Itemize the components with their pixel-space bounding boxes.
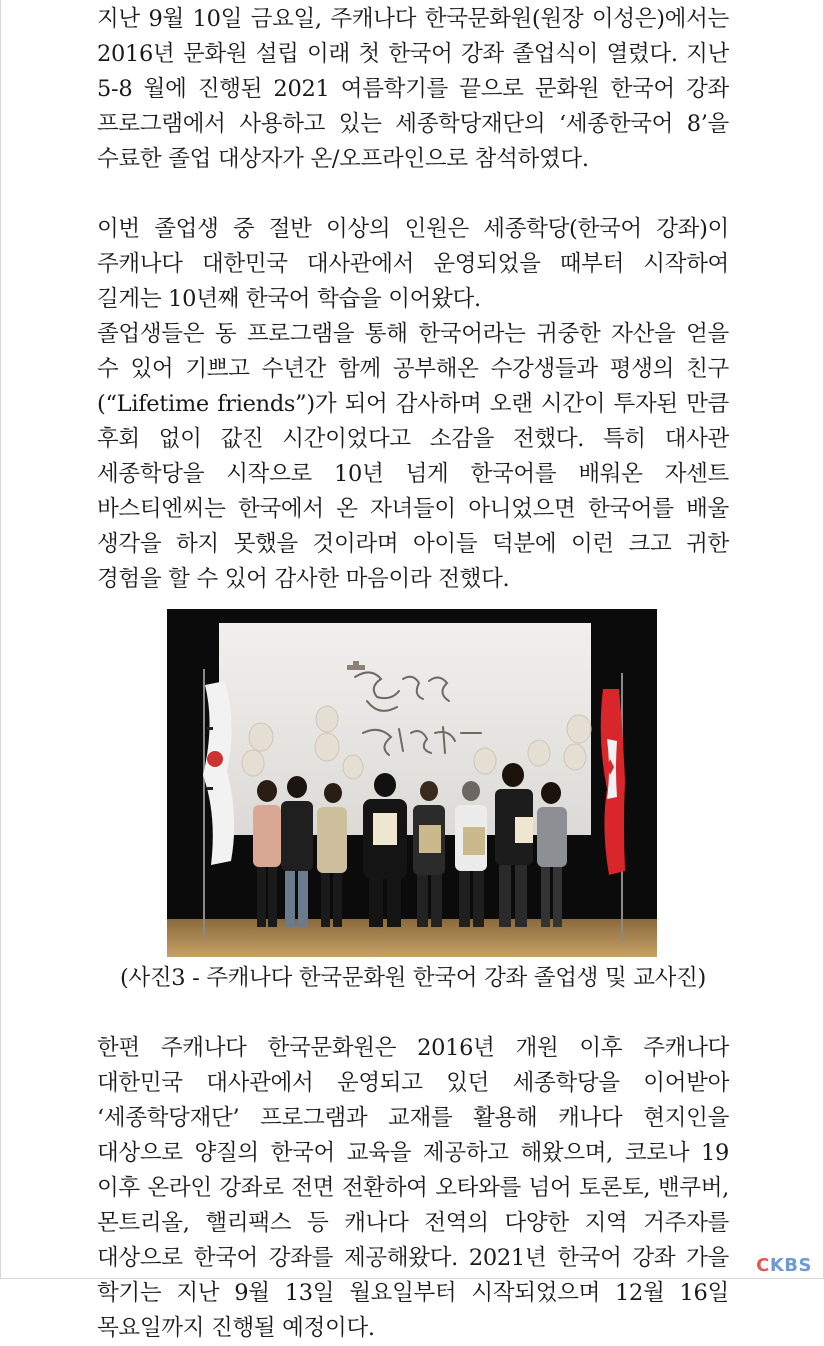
graduation-photo	[167, 609, 657, 957]
ckbs-logo: CKBS	[756, 1255, 812, 1276]
paragraph: 지난 9월 10일 금요일, 주캐나다 한국문화원(원장 이성은)에서는 2016년 문화원 설립 이래 첫 한국어 강좌 졸업식이 열렸다. 지난 5-8 월에 진행된 2021 여름학기를 끝으로 문화원 한국어 강좌 프로그램에서 사용하고 있는 세종학당재단의 ‘세종한국어 8’을 수료한 졸업 대상자가 온/오프라인으로 참석하였다.	[97, 6, 729, 172]
photo-caption: (사진3 - 주캐나다 한국문화원 한국어 강좌 졸업생 및 교사진)	[119, 965, 707, 991]
paragraph: 한편 주캐나다 한국문화원은 2016년 개원 이후 주캐나다 대한민국 대사관에서 운영되고 있던 세종학당을 이어받아 ‘세종학당재단’ 프로그램과 교재를 활용해 캐나다 현지인을 대상으로 양질의 한국어 교육을 제공하고 해왔으며, 코로나 19 이후 온라인 강좌로 전면 전환하여 오타와를 넘어 토론토, 밴쿠버, 몬트리올, 핼리팩스 등 캐나다 전역의 다양한 지역 거주자를 대상으로 한국어 강좌를 제공해왔다. 2021년 한국어 강좌 가을 학기는 지난 9월 13일 월요일부터 시작되었으며 12월 16일 목요일까지 진행될 예정이다.	[97, 1035, 729, 1341]
paragraph: 이번 졸업생 중 절반 이상의 인원은 세종학당(한국어 강좌)이 주캐나다 대한민국 대사관에서 운영되었을 때부터 시작하여 길게는 10년째 한국어 학습을 이어왔다.	[97, 216, 729, 312]
photo-illustration	[167, 609, 657, 957]
paragraph: 졸업생들은 동 프로그램을 통해 한국어라는 귀중한 자산을 얻을 수 있어 기쁘고 수년간 함께 공부해온 수강생들과 평생의 친구(“Lifetime friends”)가 되어 감사하며 오랜 시간이 투자된 만큼 후회 없이 값진 시간이었다고 소감을 전했다. 특히 대사관 세종학당을 시작으로 10년 넘게 한국어를 배워온 자센트 바스티엔씨는 한국에서 온 자녀들이 아니었으면 한국어를 배울 생각을 하지 못했을 것이라며 아이들 덕분에 이런 크고 귀한 경험을 할 수 있어 감사한 마음이라 전했다.	[97, 321, 729, 592]
article-body	[97, 0, 729, 1346]
